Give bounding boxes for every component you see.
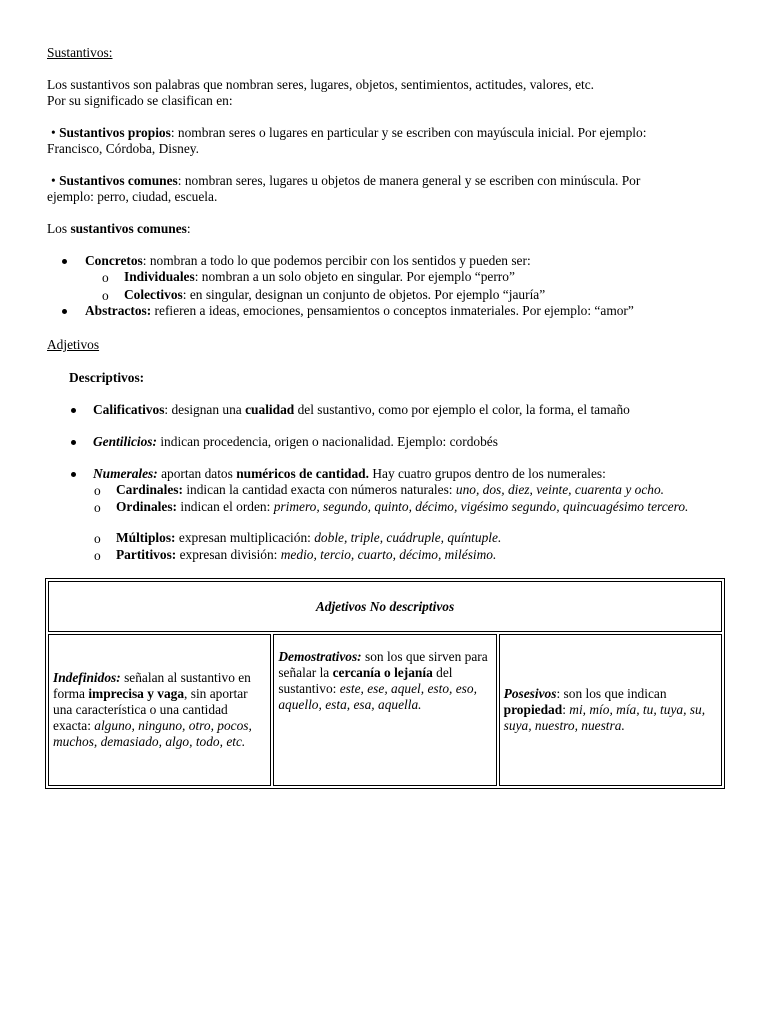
indefinidos-examples: alguno, ninguno, otro, pocos, muchos, demasiado, algo, todo, etc. <box>53 718 252 749</box>
partitivos-pre: expresan división: <box>176 547 281 562</box>
gentilicios-text: indican procedencia, origen o nacionalidad. Ejemplo: cordobés <box>156 434 498 449</box>
bullet-disc <box>71 408 76 413</box>
posesivos-text-2: : <box>562 702 570 717</box>
colectivos-item <box>124 287 545 303</box>
demostrativos-cell <box>273 634 496 786</box>
bullet-disc <box>71 472 76 477</box>
bullet-disc <box>71 440 76 445</box>
sustantivos-comunes <box>47 173 727 205</box>
sub-bullet-marker: o <box>94 548 101 563</box>
concretos-term: Concretos <box>85 253 143 268</box>
comunes-intro-pre: Los <box>47 221 71 236</box>
indefinidos-text-1: señalan al sustantivo en forma <box>53 670 251 701</box>
calificativos-pre: : designan una <box>164 402 246 417</box>
cardinales-item <box>116 482 716 498</box>
demostrativos-examples: este, ese, aquel, esto, eso, aquello, esta, esa, aquella. <box>278 681 477 712</box>
indefinidos-cell <box>48 634 271 786</box>
demostrativos-term: Demostrativos: <box>278 649 362 664</box>
posesivos-text-1: : son los que indican <box>556 686 667 701</box>
indefinidos-term: Indefinidos: <box>53 670 121 685</box>
calificativos-item <box>93 402 630 418</box>
concretos-item <box>85 253 531 269</box>
ordinales-examples: primero, segundo, quinto, décimo, vigésimo segundo, quincuagésimo tercero. <box>273 499 689 514</box>
partitivos-term: Partitivos: <box>116 547 177 562</box>
abstractos-term: Abstractos: <box>85 303 152 318</box>
cardinales-pre: indican la cantidad exacta con números naturales: <box>182 482 456 497</box>
multiplos-item <box>116 530 501 546</box>
gentilicios-item <box>93 434 498 450</box>
multiplos-examples: doble, triple, cuádruple, quíntuple. <box>314 530 502 545</box>
partitivos-item <box>116 547 496 563</box>
numerales-item <box>93 466 606 482</box>
cardinales-term: Cardinales: <box>116 482 183 497</box>
sustantivos-intro <box>47 77 727 109</box>
colectivos-term: Colectivos <box>124 287 183 302</box>
individuales-text: : nombran a un solo objeto en singular. Por ejemplo “perro” <box>194 269 515 284</box>
propios-term: Sustantivos propios <box>59 125 171 140</box>
sub-bullet-marker: o <box>94 531 101 546</box>
calificativos-term: Calificativos <box>93 402 165 417</box>
demostrativos-text-2: del sustantivo: <box>278 665 453 696</box>
multiplos-pre: expresan multiplicación: <box>175 530 315 545</box>
individuales-term: Individuales <box>124 269 195 284</box>
indefinidos-text-2: , sin aportar una característica o una cantidad exacta: <box>53 686 248 733</box>
propios-examples: Francisco, Córdoba, Disney. <box>47 141 199 156</box>
demostrativos-text-1: son los que sirven para señalar la <box>278 649 488 680</box>
ordinales-pre: indican el orden: <box>177 499 274 514</box>
ordinales-item <box>116 499 706 515</box>
gentilicios-term: Gentilicios: <box>93 434 157 449</box>
ordinales-term: Ordinales: <box>116 499 178 514</box>
sub-bullet-marker: o <box>102 270 109 285</box>
calificativos-bold: cualidad <box>245 402 295 417</box>
abstractos-text: refieren a ideas, emociones, pensamientos o conceptos inmateriales. Por ejemplo: “amor” <box>151 303 634 318</box>
sub-bullet-marker: o <box>94 483 101 498</box>
comunes-intro-post: : <box>186 221 191 236</box>
calificativos-post: del sustantivo, como por ejemplo el color, la forma, el tamaño <box>294 402 630 417</box>
sustantivos-heading: Sustantivos: <box>47 45 113 60</box>
bullet-disc <box>62 309 67 314</box>
colectivos-text: : en singular, designan un conjunto de objetos. Por ejemplo “jauría” <box>182 287 546 302</box>
posesivos-bold: propiedad <box>503 702 563 717</box>
demostrativos-bold: cercanía o lejanía <box>332 665 433 680</box>
sub-bullet-marker: o <box>102 288 109 303</box>
sub-bullet-marker: o <box>94 500 101 515</box>
comunes-intro <box>47 221 727 237</box>
numerales-post: Hay cuatro grupos dentro de los numerales: <box>368 466 606 481</box>
cardinales-examples: uno, dos, diez, veinte, cuarenta y ocho. <box>455 482 664 497</box>
table-header: Adjetivos No descriptivos <box>48 581 722 632</box>
numerales-pre: aportan datos <box>157 466 237 481</box>
adjetivos-heading: Adjetivos <box>47 337 100 352</box>
bullet-glyph: • <box>51 125 56 140</box>
bullet-disc <box>62 259 67 264</box>
comunes-intro-term: sustantivos comunes <box>70 221 187 236</box>
numerales-bold: numéricos de cantidad. <box>236 466 369 481</box>
sustantivos-propios <box>47 125 727 157</box>
numerales-term: Numerales: <box>93 466 158 481</box>
individuales-item <box>124 269 515 285</box>
propios-text: : nombran seres o lugares en particular y se escriben con mayúscula inicial. Por ejemplo: <box>170 125 647 140</box>
intro-line-2: Por su significado se clasifican en: <box>47 93 233 108</box>
concretos-text: : nombran a todo lo que podemos percibir con los sentidos y pueden ser: <box>142 253 531 268</box>
comunes-examples: ejemplo: perro, ciudad, escuela. <box>47 189 218 204</box>
abstractos-item <box>85 303 634 319</box>
comunes-term: Sustantivos comunes <box>59 173 178 188</box>
comunes-text: : nombran seres, lugares u objetos de manera general y se escriben con minúscula. Por <box>177 173 641 188</box>
no-descriptivos-table <box>45 578 725 789</box>
intro-line-1: Los sustantivos son palabras que nombran seres, lugares, objetos, sentimientos, actitudes, valores, etc. <box>47 77 595 92</box>
posesivos-term: Posesivos <box>503 686 557 701</box>
multiplos-term: Múltiplos: <box>116 530 176 545</box>
posesivos-cell <box>499 634 722 786</box>
indefinidos-bold: imprecisa y vaga <box>88 686 185 701</box>
descriptivos-heading: Descriptivos: <box>69 370 145 385</box>
posesivos-examples: mi, mío, mía, tu, tuya, su, suya, nuestro, nuestra. <box>503 702 706 733</box>
bullet-glyph: • <box>51 173 56 188</box>
partitivos-examples: medio, tercio, cuarto, décimo, milésimo. <box>280 547 497 562</box>
